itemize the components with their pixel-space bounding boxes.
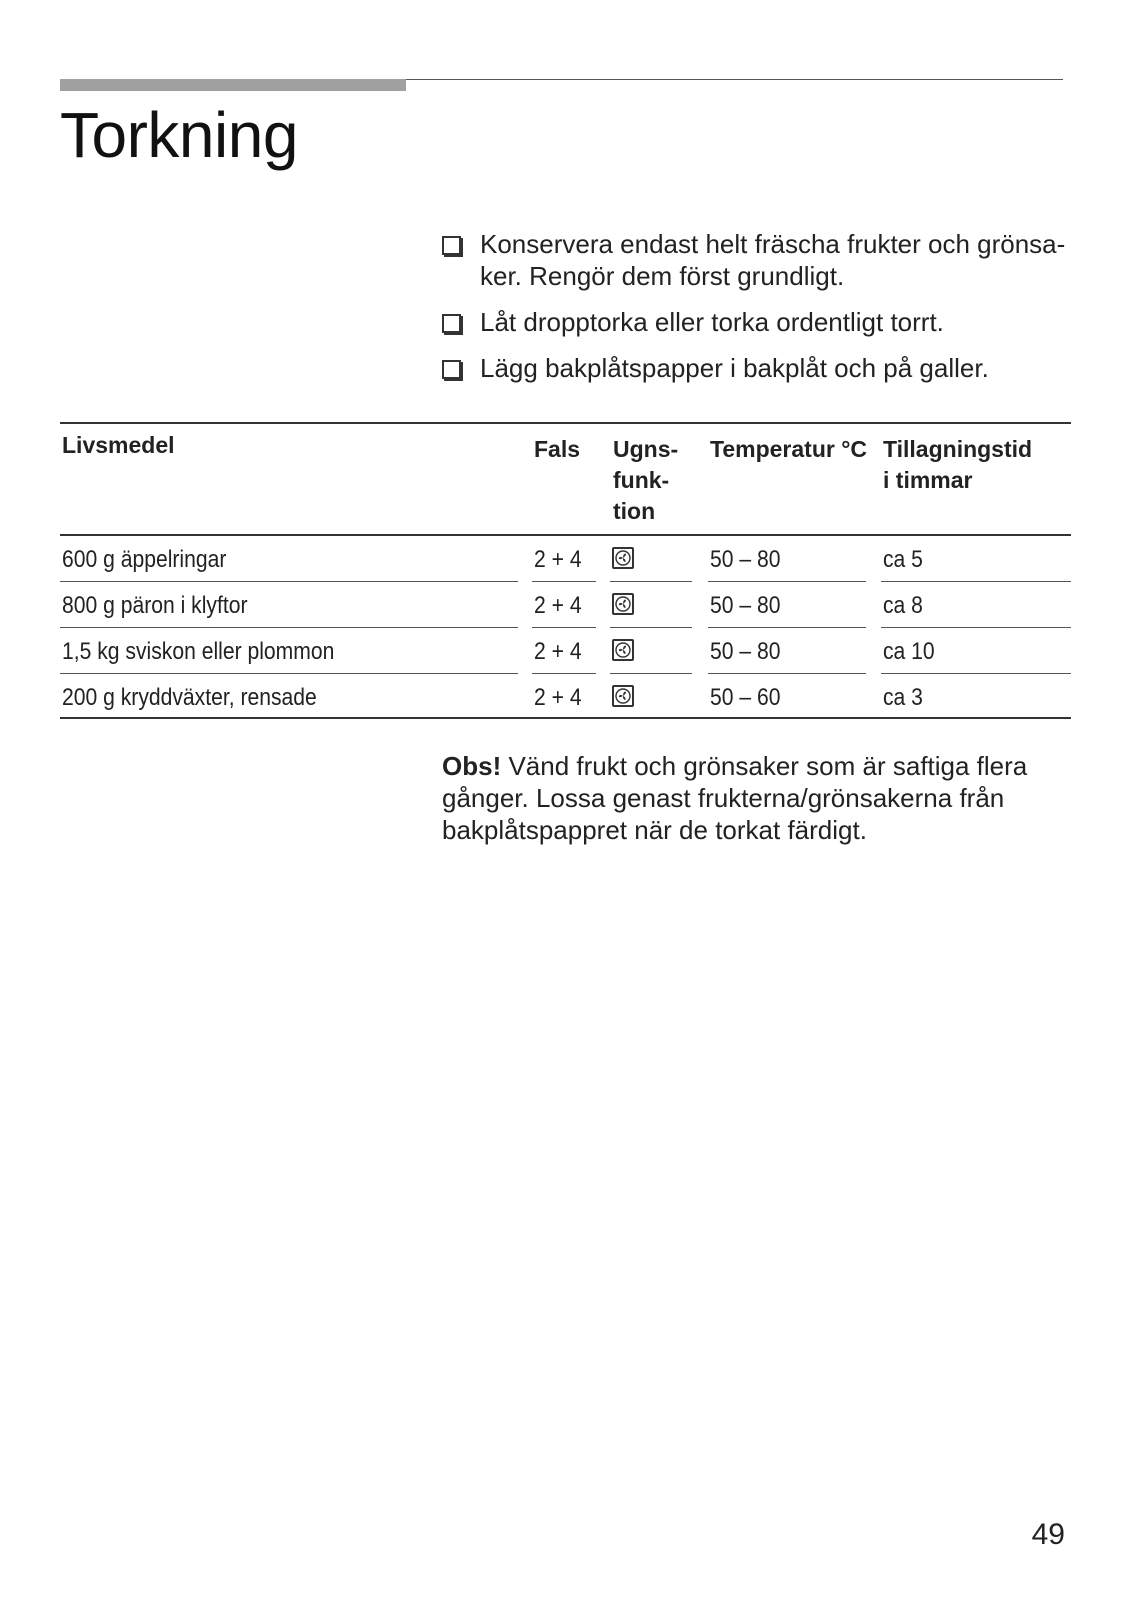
hot-air-fan-icon — [612, 547, 634, 569]
cell-temp: 50 – 60 — [710, 684, 781, 711]
header-fals: Fals — [534, 436, 581, 462]
hot-air-fan-icon — [612, 639, 634, 661]
table-row — [60, 536, 1071, 582]
table-bottom-rule — [60, 717, 1071, 719]
list-item — [442, 228, 1072, 292]
note-paragraph — [442, 750, 1062, 846]
checkbox-bullet-icon — [442, 360, 461, 379]
checkbox-bullet-icon — [442, 236, 461, 255]
checkbox-bullet-icon — [442, 314, 461, 333]
cell-temp: 50 – 80 — [710, 546, 781, 573]
cell-fals: 2 + 4 — [534, 684, 582, 711]
cell-fals: 2 + 4 — [534, 592, 582, 619]
cell-temp: 50 – 80 — [710, 638, 781, 665]
table-row — [60, 628, 1071, 674]
page-number: 49 — [1031, 1518, 1065, 1551]
cell-time: ca 8 — [883, 592, 923, 619]
cell-food: 800 g päron i klyftor — [62, 592, 248, 619]
cell-time: ca 5 — [883, 546, 923, 573]
table-row — [60, 674, 1071, 720]
list-item-text: Lägg bakplåtspapper i bakplåt och på galler. — [480, 353, 989, 383]
header-livsmedel: Livsmedel — [62, 432, 175, 458]
header-ugnsfunktion: Ugns- funk- tion — [613, 436, 679, 524]
table-row — [60, 582, 1071, 628]
hot-air-fan-icon — [612, 593, 634, 615]
instruction-list — [442, 228, 1072, 398]
note-text: Vänd frukt och grönsaker som är saftiga flera gånger. Lossa genast frukterna/grönsakerna från bakplåtspappret när de torkat färdigt. — [442, 751, 1028, 845]
list-item — [442, 306, 1072, 338]
list-item — [442, 352, 1072, 384]
hot-air-fan-icon — [612, 685, 634, 707]
cell-food: 200 g kryddväxter, rensade — [62, 684, 317, 711]
header-tillagningstid: Tillagningstid i timmar — [883, 436, 1033, 493]
cell-fals: 2 + 4 — [534, 638, 582, 665]
cell-temp: 50 – 80 — [710, 592, 781, 619]
note-label: Obs! — [442, 751, 502, 781]
page-title: Torkning — [60, 99, 298, 171]
cell-food: 600 g äppelringar — [62, 546, 227, 573]
header-rule-accent — [60, 79, 406, 91]
table-top-rule — [60, 422, 1071, 424]
cell-time: ca 10 — [883, 638, 935, 665]
list-item-text: Konservera endast helt fräscha frukter och grönsa-ker. Rengör dem först grundligt. — [480, 229, 1066, 291]
cell-time: ca 3 — [883, 684, 923, 711]
cell-fals: 2 + 4 — [534, 546, 582, 573]
list-item-text: Låt dropptorka eller torka ordentligt torrt. — [480, 307, 944, 337]
header-temperatur: Temperatur °C — [710, 436, 868, 462]
cell-food: 1,5 kg sviskon eller plommon — [62, 638, 335, 665]
